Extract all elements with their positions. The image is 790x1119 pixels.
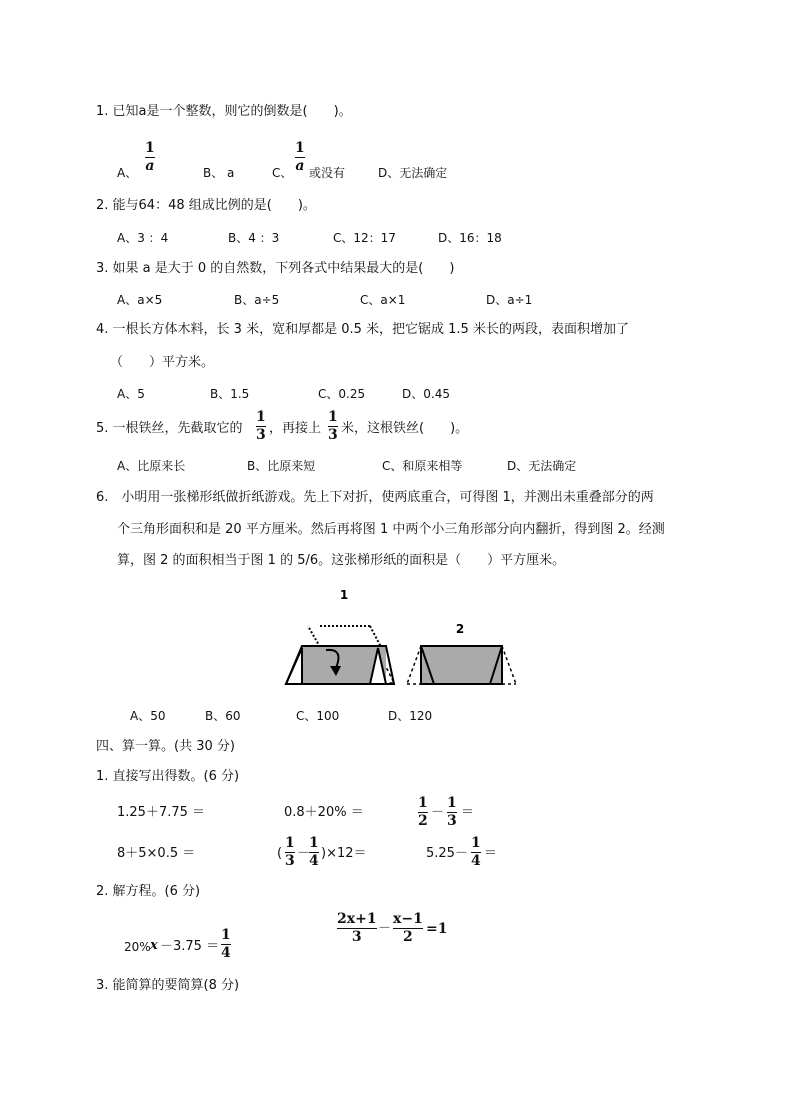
q2-option-a: A、3 ：4 xyxy=(117,231,169,245)
q5-option-d: D、无法确定 xyxy=(507,459,577,473)
q6-option-b: B、60 xyxy=(205,709,241,723)
equation-2-operator: － xyxy=(378,921,392,936)
calc-3-equals: ＝ xyxy=(461,805,475,820)
q2-option-c: C、12：17 xyxy=(333,231,396,245)
calc-3-fraction-2 xyxy=(447,796,457,829)
calc-6-fraction xyxy=(471,836,481,869)
calc-3-num-2: 1 xyxy=(447,795,457,811)
q2-stem: 2. 能与64：48 组成比例的是( )。 xyxy=(96,198,316,213)
q3-option-a: A、a×5 xyxy=(117,293,163,307)
q3-option-c: C、a×1 xyxy=(360,293,406,307)
q1-c-fraction-numerator: 1 xyxy=(295,140,305,156)
q6-option-a: A、50 xyxy=(130,709,166,723)
q6-option-d: D、120 xyxy=(388,709,433,723)
equation-2-num-1: 2x+1 xyxy=(337,911,377,927)
calc-5-den-1: 3 xyxy=(285,853,295,869)
figure-1-fold-right-edge xyxy=(370,626,381,647)
equation-2-den-2: 2 xyxy=(403,929,413,945)
q1-stem: 1. 已知a是一个整数，则它的倒数是( )。 xyxy=(96,104,352,119)
equation-1-middle: －3.75 ＝ xyxy=(160,939,220,954)
q5-option-b: B、比原来短 xyxy=(247,459,316,473)
q4-option-b: B、1.5 xyxy=(210,387,250,401)
figure-2-left-dashed xyxy=(407,646,421,684)
calc-2: 0.8＋20% ＝ xyxy=(284,805,364,820)
figure-2-right-dashed xyxy=(502,646,516,684)
q4-option-a: A、5 xyxy=(117,387,145,401)
calc-6-prefix: 5.25－ xyxy=(426,846,468,861)
calc-5-tail: )×12＝ xyxy=(321,846,367,861)
equation-2-fraction-1 xyxy=(337,912,377,945)
q4-stem-continued: （ ）平方米。 xyxy=(110,355,215,370)
q5-fraction-2-denominator: 3 xyxy=(328,427,338,443)
equation-1-prefix: 20% xyxy=(124,940,151,954)
q1-option-a-fraction xyxy=(145,141,155,174)
calc-4: 8＋5×0.5 ＝ xyxy=(117,846,196,861)
equation-2-num-2: x−1 xyxy=(393,911,423,927)
equation-1-den: 4 xyxy=(221,945,231,961)
figure-1-fold-left-edge xyxy=(308,626,320,647)
q4-stem: 4. 一根长方体木料，长 3 米，宽和厚都是 0.5 米，把它锯成 1.5 米长的两段，表面积增加了 xyxy=(96,322,629,337)
q5-option-c: C、和原来相等 xyxy=(382,459,463,473)
calc-5-den-2: 4 xyxy=(309,853,319,869)
q5-fraction-1-denominator: 3 xyxy=(256,427,266,443)
equation-2-fraction-2 xyxy=(393,912,423,945)
q5-fraction-1-numerator: 1 xyxy=(256,409,266,425)
q1-option-a-label: A、 xyxy=(117,166,138,180)
calc-3-num-1: 1 xyxy=(418,795,428,811)
calc-1: 1.25＋7.75 ＝ xyxy=(117,805,206,820)
q3-option-b: B、a÷5 xyxy=(234,293,280,307)
q1-option-c-fraction xyxy=(295,141,305,174)
subsection-1-title: 1. 直接写出得数。(6 分) xyxy=(96,769,240,784)
calc-3-fraction-1 xyxy=(418,796,428,829)
calc-5-open: ( xyxy=(277,846,283,861)
q1-option-b: B、 a xyxy=(203,166,235,180)
calc-5-num-1: 1 xyxy=(285,835,295,851)
q4-option-c: C、0.25 xyxy=(318,387,366,401)
q1-option-c-label: C、 xyxy=(272,166,293,180)
q1-c-fraction-denominator: a xyxy=(295,158,305,174)
q5-option-a: A、比原来长 xyxy=(117,459,186,473)
q1-fraction-denominator: a xyxy=(145,158,155,174)
q1-option-d: D、无法确定 xyxy=(378,166,448,180)
q4-option-d: D、0.45 xyxy=(402,387,450,401)
q2-option-d: D、16：18 xyxy=(438,231,502,245)
q3-stem: 3. 如果 a 是大于 0 的自然数，下列各式中结果最大的是( ) xyxy=(96,261,455,276)
q5-fraction-2-numerator: 1 xyxy=(328,409,338,425)
q5-stem-c: 米，这根铁丝( )。 xyxy=(341,421,469,436)
q2-option-b: B、4 ：3 xyxy=(228,231,280,245)
q6-line-2: 个三角形面积和是 20 平方厘米。然后再将图 1 中两个小三角形部分向内翻折，得到图 2。经测 xyxy=(117,522,665,537)
section-4-title: 四、算一算。(共 30 分) xyxy=(96,739,235,754)
equation-2-den-1: 3 xyxy=(351,929,362,945)
calc-3-den-1: 2 xyxy=(418,813,428,829)
subsection-3-title: 3. 能简算的要简算(8 分) xyxy=(96,978,240,993)
figure-2-rectangle xyxy=(421,646,502,684)
calc-5-operator: － xyxy=(297,846,311,861)
equation-1-fraction xyxy=(221,928,231,961)
q5-stem-a: 5. 一根铁丝，先截取它的 xyxy=(96,421,243,436)
figure-2-label: 2 xyxy=(455,622,465,636)
calc-5-fraction-2 xyxy=(309,836,319,869)
calc-3-den-2: 3 xyxy=(447,813,457,829)
q3-option-d: D、a÷1 xyxy=(486,293,533,307)
calc-5-num-2: 1 xyxy=(309,835,319,851)
q1-option-c-tail: 或没有 xyxy=(309,166,346,180)
q6-line-3: 算，图 2 的面积相当于图 1 的 5/6。这张梯形纸的面积是（ ）平方厘米。 xyxy=(117,553,566,568)
q5-fraction-2 xyxy=(328,410,338,443)
figure-1-label: 1 xyxy=(339,588,349,602)
q6-line-1: 6. 小明用一张梯形纸做折纸游戏。先上下对折，使两底重合，可得图 1，并测出未重叠部分的两 xyxy=(96,490,654,505)
q5-stem-b: ，再接上 xyxy=(269,421,322,436)
q1-fraction-numerator: 1 xyxy=(145,140,155,156)
calc-6-equals: ＝ xyxy=(484,846,498,861)
q6-option-c: C、100 xyxy=(296,709,340,723)
equation-1-num: 1 xyxy=(221,927,231,943)
subsection-2-title: 2. 解方程。(6 分) xyxy=(96,884,201,899)
calc-6-num: 1 xyxy=(471,835,481,851)
calc-6-den: 4 xyxy=(471,853,481,869)
q6-trapezoid-figures xyxy=(284,586,524,686)
calc-5-fraction-1 xyxy=(285,836,295,869)
q5-fraction-1 xyxy=(256,410,266,443)
equation-1-variable: x xyxy=(150,938,158,953)
equation-2-equals: =1 xyxy=(426,921,448,937)
calc-3-operator: － xyxy=(431,805,445,820)
